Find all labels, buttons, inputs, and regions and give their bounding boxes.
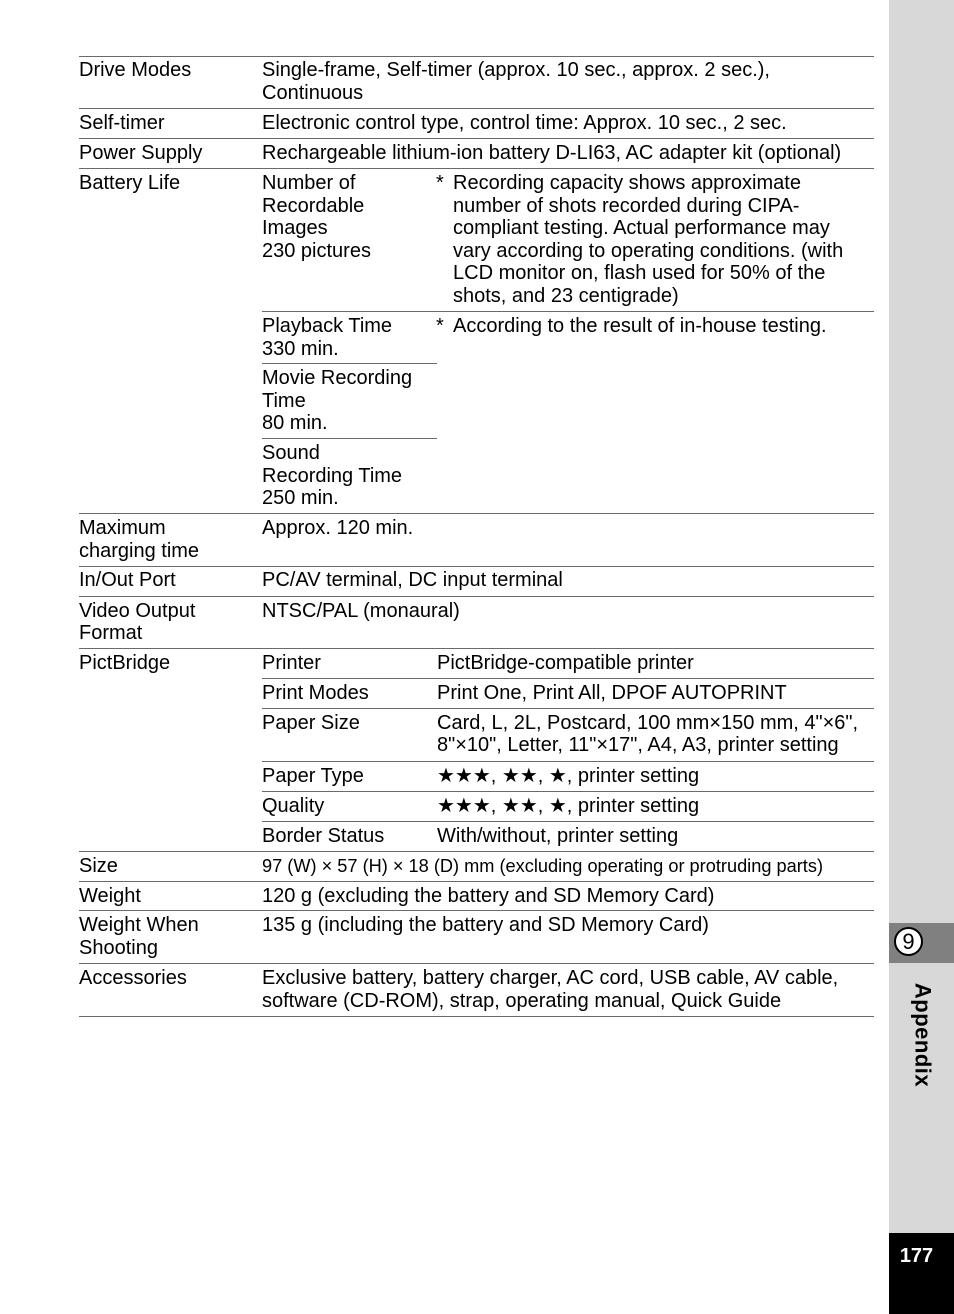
table-rule xyxy=(79,851,874,852)
pictbridge-paper-size-value: 8"×10", Letter, 11"×17", A4, A3, printer setting xyxy=(437,734,839,756)
battery-images-line: Number of xyxy=(262,172,356,194)
sound-recording-line: 250 min. xyxy=(262,487,339,509)
size-value: 97 (W) × 57 (H) × 18 (D) mm (excluding operating or protruding parts) xyxy=(262,856,823,876)
battery-note-line: compliant testing. Actual performance may xyxy=(453,217,830,239)
max-charging-value: Approx. 120 min. xyxy=(262,517,414,539)
pictbridge-border-status-value: With/without, printer setting xyxy=(437,825,679,847)
pictbridge-printer-name: Printer xyxy=(262,652,321,674)
self-timer-label: Self-timer xyxy=(79,112,165,134)
battery-note-line: Recording capacity shows approximate xyxy=(453,172,801,194)
video-output-label-line1: Video Output xyxy=(79,600,196,622)
playback-note: According to the result of in-house testing. xyxy=(453,315,827,337)
pictbridge-printer-value: PictBridge-compatible printer xyxy=(437,652,694,674)
movie-recording-line: 80 min. xyxy=(262,412,328,434)
table-rule xyxy=(79,910,874,911)
battery-images-line: Images xyxy=(262,217,328,239)
accessories-value-line1: Exclusive battery, battery charger, AC cord, USB cable, AV cable, xyxy=(262,967,839,989)
movie-recording-line: Movie Recording xyxy=(262,367,413,389)
pictbridge-label: PictBridge xyxy=(79,652,171,674)
battery-note-line: LCD monitor on, flash used for 50% of the xyxy=(453,262,826,284)
table-rule xyxy=(79,648,874,649)
pictbridge-border-status-name: Border Status xyxy=(262,825,385,847)
weight-shooting-label-line2: Shooting xyxy=(79,936,158,959)
size-label: Size xyxy=(79,855,118,877)
playback-time-line: 330 min. xyxy=(262,337,339,360)
playback-time-line: Playback Time xyxy=(262,315,393,337)
movie-recording-line: Time xyxy=(262,389,306,412)
accessories-value-line2: software (CD-ROM), strap, operating manual, Quick Guide xyxy=(262,989,782,1012)
battery-life-label: Battery Life xyxy=(79,172,181,194)
table-rule xyxy=(79,1016,874,1017)
max-charging-label-line2: charging time xyxy=(79,539,200,562)
self-timer-value: Electronic control type, control time: Approx. 10 sec., 2 sec. xyxy=(262,112,787,134)
table-rule xyxy=(79,513,874,514)
table-rule xyxy=(79,168,874,169)
drive-modes-value-line2: Continuous xyxy=(262,81,364,104)
pictbridge-quality-name: Quality xyxy=(262,795,325,817)
weight-shooting-value: 135 g (including the battery and SD Memory Card) xyxy=(262,914,709,936)
page-number: 177 xyxy=(899,1245,934,1267)
pictbridge-paper-size-name: Paper Size xyxy=(262,712,360,734)
weight-value: 120 g (excluding the battery and SD Memory Card) xyxy=(262,885,715,907)
weight-label: Weight xyxy=(79,885,141,907)
pictbridge-paper-type-name: Paper Type xyxy=(262,765,364,787)
chapter-number-badge: 9 xyxy=(894,927,923,956)
table-rule xyxy=(79,963,874,964)
in-out-port-label: In/Out Port xyxy=(79,569,176,591)
table-rule xyxy=(262,821,874,822)
table-rule xyxy=(79,596,874,597)
table-rule xyxy=(79,138,874,139)
table-rule xyxy=(79,56,874,57)
video-output-value: NTSC/PAL (monaural) xyxy=(262,600,460,622)
table-rule xyxy=(262,363,437,364)
table-rule xyxy=(262,311,874,312)
battery-images-line: 230 pictures xyxy=(262,239,371,262)
table-rule xyxy=(262,678,874,679)
weight-shooting-label-line1: Weight When xyxy=(79,914,199,936)
table-rule xyxy=(262,708,874,709)
table-rule xyxy=(262,761,874,762)
table-rule xyxy=(79,881,874,882)
pictbridge-paper-type-value: ★★★, ★★, ★, printer setting xyxy=(437,765,700,787)
battery-images-line: Recordable xyxy=(262,194,365,217)
table-rule xyxy=(262,791,874,792)
power-supply-value: Rechargeable lithium-ion battery D-LI63, AC adapter kit (optional) xyxy=(262,142,842,164)
battery-note-line: number of shots recorded during CIPA- xyxy=(453,194,800,217)
chapter-side-strip xyxy=(889,0,954,1314)
asterisk-mark: * xyxy=(436,315,444,337)
max-charging-label-line1: Maximum xyxy=(79,517,166,539)
table-rule xyxy=(79,566,874,567)
battery-note-line: shots, and 23 centigrade) xyxy=(453,284,679,307)
asterisk-mark: * xyxy=(436,172,444,194)
pictbridge-print-modes-value: Print One, Print All, DPOF AUTOPRINT xyxy=(437,682,787,704)
video-output-label-line2: Format xyxy=(79,622,143,644)
drive-modes-value-line1: Single-frame, Self-timer (approx. 10 sec., approx. 2 sec.), xyxy=(262,59,770,81)
accessories-label: Accessories xyxy=(79,967,187,989)
drive-modes-label: Drive Modes xyxy=(79,59,192,81)
table-rule xyxy=(79,108,874,109)
pictbridge-paper-size-value: Card, L, 2L, Postcard, 100 mm×150 mm, 4"×6", xyxy=(437,712,859,734)
pictbridge-print-modes-name: Print Modes xyxy=(262,682,369,704)
power-supply-label: Power Supply xyxy=(79,142,203,164)
pictbridge-quality-value: ★★★, ★★, ★, printer setting xyxy=(437,795,700,817)
battery-note-line: vary according to operating conditions. (with xyxy=(453,239,844,262)
sound-recording-line: Recording Time xyxy=(262,464,403,487)
sound-recording-line: Sound xyxy=(262,442,320,464)
in-out-port-value: PC/AV terminal, DC input terminal xyxy=(262,569,563,591)
table-rule xyxy=(262,438,437,439)
